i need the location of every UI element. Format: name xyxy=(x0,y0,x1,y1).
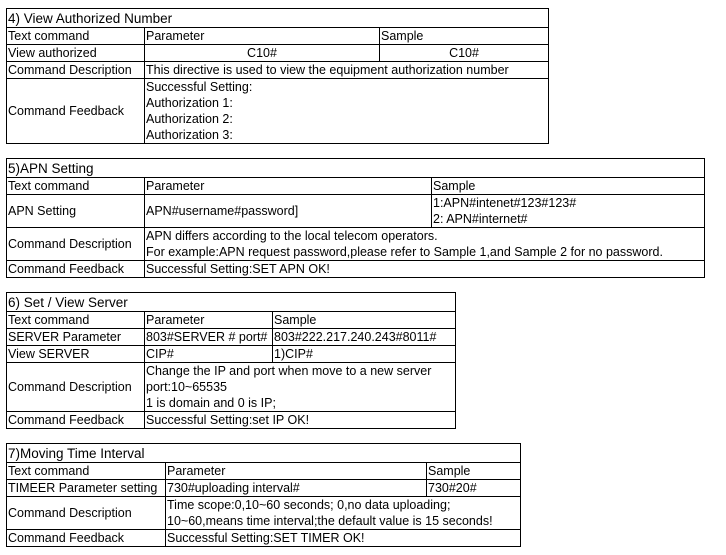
section7-timer-label: TIMEER Parameter setting xyxy=(7,480,166,497)
section6-feedback-text: Successful Setting:set IP OK! xyxy=(145,412,456,429)
section6-server-param: 803#SERVER # port# xyxy=(145,329,273,346)
section7-timer-param: 730#uploading interval# xyxy=(166,480,427,497)
section4-feedback-label: Command Feedback xyxy=(7,79,145,144)
section6-header-command: Text command xyxy=(7,312,145,329)
section7-title: 7)Moving Time Interval xyxy=(7,444,521,463)
section7-desc-line: 10~60,means time interval;the default value is 15 seconds! xyxy=(167,514,493,528)
section6-desc-line: 1 is domain and 0 is IP; xyxy=(146,396,276,410)
section4-header-sample: Sample xyxy=(380,28,549,45)
section5-desc-label: Command Description xyxy=(7,228,145,261)
section4-feedback-line: Authorization 2: xyxy=(146,112,233,126)
section4-view-sample: C10# xyxy=(380,45,549,62)
section4-feedback-line: Successful Setting: xyxy=(146,80,253,94)
section4-feedback-cell xyxy=(145,79,549,144)
section5-apn-samples xyxy=(432,195,705,228)
section4-header-command: Text command xyxy=(7,28,145,45)
section5-apn-sample-line: 2: APN#internet# xyxy=(433,212,528,226)
section4-header-parameter: Parameter xyxy=(145,28,380,45)
section5-table xyxy=(6,158,705,278)
section5-desc-line: For example:APN request password,please refer to Sample 1,and Sample 2 for no password. xyxy=(146,245,663,259)
section7-feedback-text: Successful Setting:SET TIMER OK! xyxy=(166,530,521,547)
section4-title: 4) View Authorized Number xyxy=(7,9,549,28)
section6-view-label: View SERVER xyxy=(7,346,145,363)
section6-server-sample: 803#222.217.240.243#8011# xyxy=(273,329,456,346)
section6-desc-cell xyxy=(145,363,456,412)
section4-view-label: View authorized xyxy=(7,45,145,62)
section5-title: 5)APN Setting xyxy=(7,159,705,178)
section6-desc-line: port:10~65535 xyxy=(146,380,227,394)
section5-header-parameter: Parameter xyxy=(145,178,432,195)
section4-feedback-line: Authorization 1: xyxy=(146,96,233,110)
section7-timer-sample: 730#20# xyxy=(427,480,521,497)
section5-header-sample: Sample xyxy=(432,178,705,195)
section5-feedback-text: Successful Setting:SET APN OK! xyxy=(145,261,705,278)
section7-header-command: Text command xyxy=(7,463,166,480)
section7-table xyxy=(6,443,521,547)
section4-desc-label: Command Description xyxy=(7,62,145,79)
section7-desc-cell xyxy=(166,497,521,530)
section5-feedback-label: Command Feedback xyxy=(7,261,145,278)
section7-desc-line: Time scope:0,10~60 seconds; 0,no data uploading; xyxy=(167,498,451,512)
section6-desc-line: Change the IP and port when move to a new server xyxy=(146,364,432,378)
section6-desc-label: Command Description xyxy=(7,363,145,412)
section5-apn-label: APN Setting xyxy=(7,195,145,228)
section7-feedback-label: Command Feedback xyxy=(7,530,166,547)
section5-desc-line: APN differs according to the local telecom operators. xyxy=(146,229,438,243)
section5-desc-cell xyxy=(145,228,705,261)
section4-table xyxy=(6,8,549,144)
section6-server-label: SERVER Parameter xyxy=(7,329,145,346)
section6-view-sample: 1)CIP# xyxy=(273,346,456,363)
section6-header-parameter: Parameter xyxy=(145,312,273,329)
section5-apn-param: APN#username#password] xyxy=(145,195,432,228)
section7-header-parameter: Parameter xyxy=(166,463,427,480)
section4-view-param: C10# xyxy=(145,45,380,62)
section6-feedback-label: Command Feedback xyxy=(7,412,145,429)
section5-header-command: Text command xyxy=(7,178,145,195)
section6-title: 6) Set / View Server xyxy=(7,293,456,312)
section5-apn-sample-line: 1:APN#intenet#123#123# xyxy=(433,196,577,210)
section4-feedback-line: Authorization 3: xyxy=(146,128,233,142)
section6-header-sample: Sample xyxy=(273,312,456,329)
section7-header-sample: Sample xyxy=(427,463,521,480)
section6-table xyxy=(6,292,456,429)
section4-desc-text: This directive is used to view the equipment authorization number xyxy=(145,62,549,79)
section7-desc-label: Command Description xyxy=(7,497,166,530)
section6-view-param: CIP# xyxy=(145,346,273,363)
